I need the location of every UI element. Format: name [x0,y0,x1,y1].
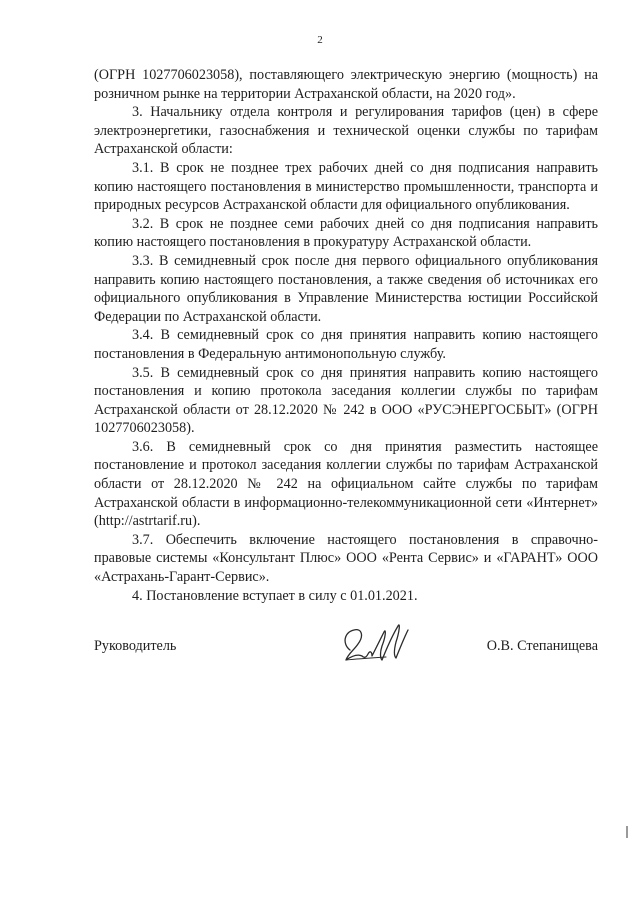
page-number: 2 [317,34,323,46]
paragraph-item-3-2: 3.2. В срок не позднее семи рабочих дней со дня подписания направить копию настоящего постановления в прокуратуру Астраханской области. [94,215,598,251]
paragraph-item-3-1: 3.1. В срок не позднее трех рабочих дней со дня подписания направить копию настоящего постановления в министерство промышленности, транспорта и природных ресурсов Астраханской области для официального опубликования. [94,159,598,214]
handwritten-signature [336,614,416,668]
paragraph-item-3-6: 3.6. В семидневный срок со дня принятия разместить настоящее постановление и протокол заседания коллегии службы по тарифам Астраханской области от 28.12.2020 № 242 на официальном сайте службы по тарифам Астраханской области в информационно-телекоммуникационной сети «Интернет» (http://astrtarif.ru). [94,438,598,530]
paragraph-item-3-4: 3.4. В семидневный срок со дня принятия направить копию настоящего постановления в Федеральную антимонопольную службу. [94,327,598,362]
paragraph-item-3: 3. Начальнику отдела контроля и регулирования тарифов (цен) в сфере электроэнергетики, газоснабжения и технической оценки службы по тарифам Астраханской области: [94,104,598,158]
signer-title: Руководитель [94,638,177,654]
signer-name: О.В. Степанищева [486,638,598,654]
paragraph-item-3-3: 3.3. В семидневный срок после дня первого официального опубликования направить копию настоящего постановления, а также сведения об источниках его официального опубликования в Управление Министерства юстиции Российской Федерации по Астраханской области. [94,252,598,325]
paragraph-item-4: 4. Постановление вступает в силу с 01.01.2021. [132,587,418,604]
document-body [94,66,598,605]
paragraph-item-3-5: 3.5. В семидневный срок со дня принятия направить копию настоящего постановления и копию протокола заседания коллегии службы по тарифам Астраханской области от 28.12.2020 № 242 в ООО «РУСЭНЕРГОСБЫТ» (ОГРН 1027706023058). [94,364,598,437]
signature-block [94,612,598,672]
paragraph-item-3-7: 3.7. Обеспечить включение настоящего постановления в справочно-правовые системы «Консультант Плюс» ООО «Рента Сервис» и «ГАРАНТ» ООО «Астрахань-Гарант-Сервис». [94,531,598,586]
margin-mark [626,826,628,838]
paragraph-ogrn-continuation: (ОГРН 1027706023058), поставляющего электрическую энергию (мощность) на розничном рынке на территории Астраханской области, на 2020 год». [94,67,598,102]
